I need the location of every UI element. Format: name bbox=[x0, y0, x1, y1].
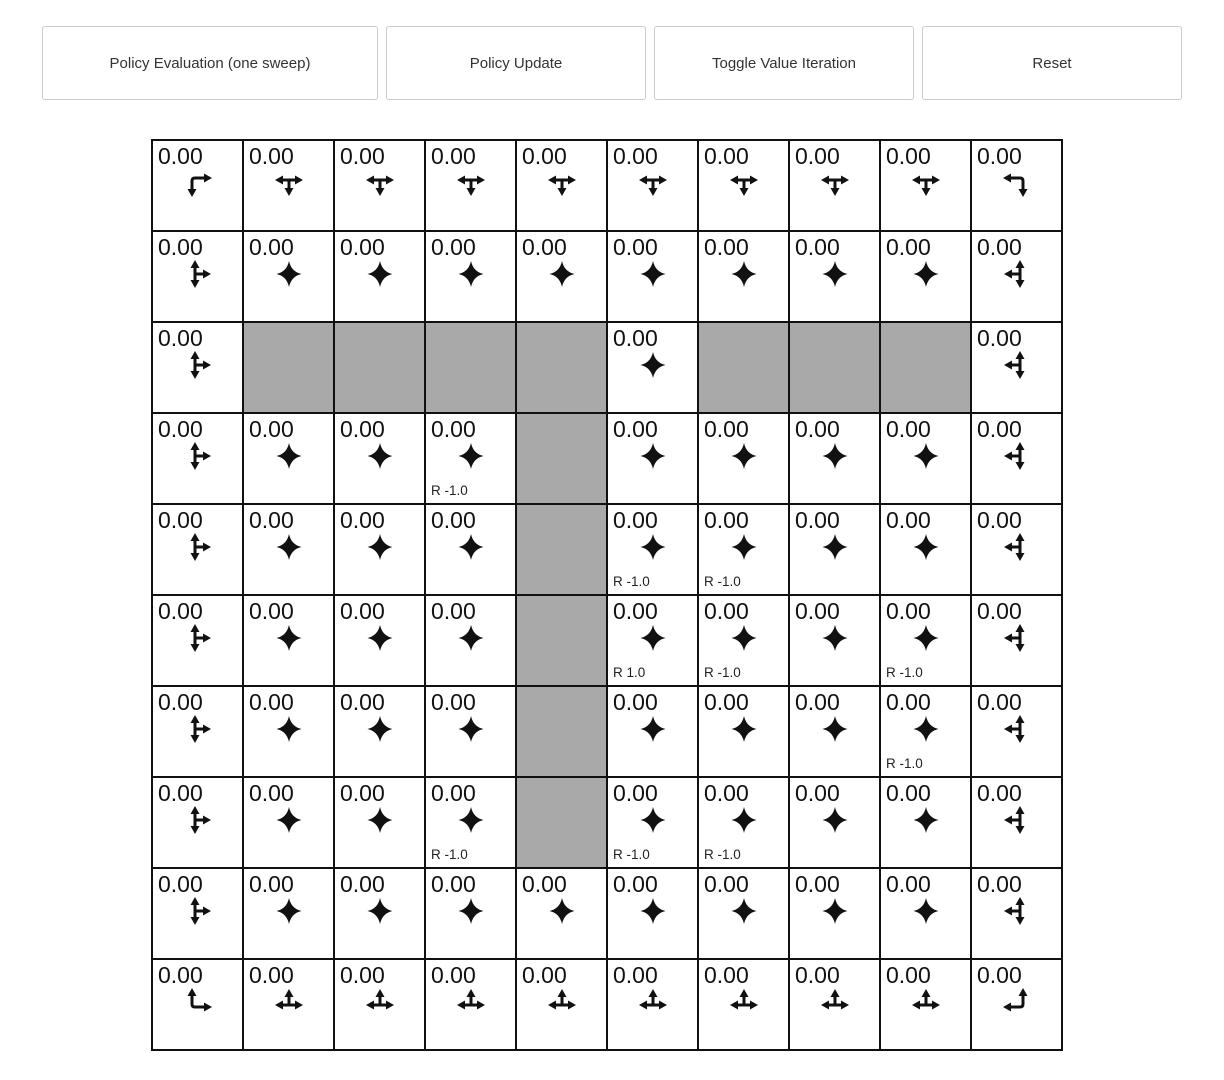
grid-cell[interactable] bbox=[972, 869, 1063, 960]
grid-cell[interactable] bbox=[153, 505, 244, 596]
grid-cell[interactable] bbox=[699, 505, 790, 596]
state-value: 0.00 bbox=[795, 871, 840, 897]
grid-cell[interactable] bbox=[426, 232, 517, 323]
state-value: 0.00 bbox=[522, 234, 567, 260]
policy-up-down-left-right-icon bbox=[365, 805, 395, 835]
state-value: 0.00 bbox=[704, 780, 749, 806]
state-value: 0.00 bbox=[158, 871, 203, 897]
state-value: 0.00 bbox=[795, 962, 840, 988]
grid-cell[interactable] bbox=[790, 687, 881, 778]
state-value: 0.00 bbox=[613, 780, 658, 806]
policy-up-down-left-right-icon bbox=[911, 714, 941, 744]
grid-cell[interactable] bbox=[972, 687, 1063, 778]
state-value: 0.00 bbox=[886, 780, 931, 806]
state-value: 0.00 bbox=[795, 689, 840, 715]
policy-up-down-left-right-icon bbox=[365, 714, 395, 744]
policy-up-down-left-right-icon bbox=[365, 623, 395, 653]
policy-up-down-left-right-icon bbox=[820, 441, 850, 471]
grid-cell-wall bbox=[517, 323, 608, 414]
state-value: 0.00 bbox=[795, 234, 840, 260]
state-value: 0.00 bbox=[158, 416, 203, 442]
grid-cell[interactable] bbox=[335, 414, 426, 505]
grid-cell[interactable] bbox=[244, 778, 335, 869]
grid-cell[interactable] bbox=[972, 778, 1063, 869]
policy-up-down-left-right-icon bbox=[638, 532, 668, 562]
grid-cell[interactable] bbox=[699, 687, 790, 778]
policy-up-down-left-right-icon bbox=[729, 896, 759, 926]
state-value: 0.00 bbox=[522, 871, 567, 897]
grid-cell[interactable] bbox=[244, 960, 335, 1051]
policy-up-left-right-icon bbox=[911, 987, 941, 1017]
state-value: 0.00 bbox=[158, 598, 203, 624]
policy-up-down-left-right-icon bbox=[456, 623, 486, 653]
policy-up-down-right-icon bbox=[183, 350, 213, 380]
state-value: 0.00 bbox=[431, 962, 476, 988]
state-value: 0.00 bbox=[977, 416, 1022, 442]
grid-cell[interactable] bbox=[972, 414, 1063, 505]
grid-cell[interactable] bbox=[881, 869, 972, 960]
state-value: 0.00 bbox=[795, 143, 840, 169]
policy-up-down-left-right-icon bbox=[638, 805, 668, 835]
policy-up-right-icon bbox=[183, 987, 213, 1017]
state-value: 0.00 bbox=[431, 507, 476, 533]
state-value: 0.00 bbox=[886, 507, 931, 533]
grid-cell[interactable] bbox=[153, 414, 244, 505]
policy-up-down-left-right-icon bbox=[729, 714, 759, 744]
grid-cell[interactable] bbox=[335, 232, 426, 323]
policy-up-down-right-icon bbox=[183, 441, 213, 471]
policy-left-down-right-icon bbox=[274, 168, 304, 198]
policy-down-right-icon bbox=[183, 168, 213, 198]
policy-up-down-left-right-icon bbox=[820, 805, 850, 835]
policy-up-down-left-right-icon bbox=[638, 441, 668, 471]
state-value: 0.00 bbox=[704, 234, 749, 260]
grid-cell[interactable] bbox=[335, 596, 426, 687]
state-value: 0.00 bbox=[886, 234, 931, 260]
state-value: 0.00 bbox=[704, 416, 749, 442]
grid-cell[interactable] bbox=[699, 596, 790, 687]
state-value: 0.00 bbox=[613, 234, 658, 260]
grid-cell-wall bbox=[426, 323, 517, 414]
policy-up-down-right-icon bbox=[183, 532, 213, 562]
policy-up-left-right-icon bbox=[820, 987, 850, 1017]
state-value: 0.00 bbox=[886, 416, 931, 442]
grid-cell[interactable] bbox=[972, 505, 1063, 596]
policy-up-down-left-icon bbox=[1002, 350, 1032, 380]
policy-up-left-right-icon bbox=[365, 987, 395, 1017]
grid-cell[interactable] bbox=[790, 141, 881, 232]
grid-cell[interactable] bbox=[426, 505, 517, 596]
policy-up-down-left-right-icon bbox=[820, 532, 850, 562]
policy-up-down-left-right-icon bbox=[638, 350, 668, 380]
grid-cell-wall bbox=[517, 596, 608, 687]
state-value: 0.00 bbox=[704, 962, 749, 988]
policy-left-down-right-icon bbox=[638, 168, 668, 198]
grid-cell[interactable] bbox=[790, 960, 881, 1051]
policy-up-down-left-icon bbox=[1002, 623, 1032, 653]
state-value: 0.00 bbox=[249, 507, 294, 533]
state-value: 0.00 bbox=[613, 325, 658, 351]
policy-up-down-left-right-icon bbox=[547, 259, 577, 289]
grid-cell[interactable] bbox=[790, 414, 881, 505]
policy-up-down-left-right-icon bbox=[911, 259, 941, 289]
grid-cell-wall bbox=[244, 323, 335, 414]
grid-cell[interactable] bbox=[699, 778, 790, 869]
grid-cell[interactable] bbox=[699, 414, 790, 505]
policy-up-down-left-right-icon bbox=[456, 441, 486, 471]
grid-cell[interactable] bbox=[881, 596, 972, 687]
policy-up-left-right-icon bbox=[547, 987, 577, 1017]
state-value: 0.00 bbox=[340, 234, 385, 260]
policy-left-down-right-icon bbox=[911, 168, 941, 198]
state-value: 0.00 bbox=[977, 507, 1022, 533]
policy-up-down-left-right-icon bbox=[365, 441, 395, 471]
state-value: 0.00 bbox=[613, 416, 658, 442]
policy-up-down-left-right-icon bbox=[820, 259, 850, 289]
grid-cell[interactable] bbox=[608, 596, 699, 687]
grid-cell[interactable] bbox=[881, 505, 972, 596]
policy-up-down-left-right-icon bbox=[911, 896, 941, 926]
state-value: 0.00 bbox=[613, 871, 658, 897]
grid-cell[interactable] bbox=[790, 596, 881, 687]
state-value: 0.00 bbox=[795, 507, 840, 533]
policy-up-down-right-icon bbox=[183, 259, 213, 289]
state-value: 0.00 bbox=[340, 780, 385, 806]
grid-cell[interactable] bbox=[153, 778, 244, 869]
state-value: 0.00 bbox=[704, 507, 749, 533]
policy-up-down-left-icon bbox=[1002, 714, 1032, 744]
grid-cell[interactable] bbox=[335, 505, 426, 596]
policy-up-down-left-icon bbox=[1002, 532, 1032, 562]
grid-cell[interactable] bbox=[244, 414, 335, 505]
grid-cell[interactable] bbox=[335, 869, 426, 960]
policy-up-down-left-right-icon bbox=[274, 805, 304, 835]
grid-cell[interactable] bbox=[426, 596, 517, 687]
state-value: 0.00 bbox=[249, 234, 294, 260]
policy-up-down-left-right-icon bbox=[820, 714, 850, 744]
state-value: 0.00 bbox=[431, 143, 476, 169]
state-value: 0.00 bbox=[340, 598, 385, 624]
grid-cell[interactable] bbox=[153, 141, 244, 232]
state-value: 0.00 bbox=[249, 962, 294, 988]
reward-label: R -1.0 bbox=[886, 665, 923, 680]
grid-cell[interactable] bbox=[608, 414, 699, 505]
state-value: 0.00 bbox=[886, 689, 931, 715]
grid-cell[interactable] bbox=[972, 323, 1063, 414]
policy-up-left-right-icon bbox=[638, 987, 668, 1017]
grid-cell[interactable] bbox=[153, 323, 244, 414]
state-value: 0.00 bbox=[522, 962, 567, 988]
policy-up-down-right-icon bbox=[183, 714, 213, 744]
grid-cell[interactable] bbox=[244, 505, 335, 596]
state-value: 0.00 bbox=[795, 598, 840, 624]
state-value: 0.00 bbox=[249, 689, 294, 715]
state-value: 0.00 bbox=[431, 689, 476, 715]
grid-cell[interactable] bbox=[426, 778, 517, 869]
policy-up-down-left-icon bbox=[1002, 896, 1032, 926]
reward-label: R -1.0 bbox=[704, 574, 741, 589]
reward-label: R -1.0 bbox=[431, 847, 468, 862]
policy-up-down-left-right-icon bbox=[911, 805, 941, 835]
state-value: 0.00 bbox=[613, 507, 658, 533]
policy-up-left-right-icon bbox=[456, 987, 486, 1017]
grid-cell[interactable] bbox=[517, 960, 608, 1051]
state-value: 0.00 bbox=[977, 325, 1022, 351]
state-value: 0.00 bbox=[431, 780, 476, 806]
grid-cell[interactable] bbox=[426, 414, 517, 505]
grid-cell[interactable] bbox=[699, 960, 790, 1051]
reward-label: R -1.0 bbox=[704, 847, 741, 862]
grid-cell[interactable] bbox=[972, 141, 1063, 232]
policy-up-down-left-right-icon bbox=[729, 259, 759, 289]
grid-cell[interactable] bbox=[608, 232, 699, 323]
state-value: 0.00 bbox=[704, 689, 749, 715]
policy-up-down-left-right-icon bbox=[274, 259, 304, 289]
grid-cell-wall bbox=[517, 505, 608, 596]
grid-cell[interactable] bbox=[426, 869, 517, 960]
policy-up-down-left-right-icon bbox=[274, 441, 304, 471]
grid-cell[interactable] bbox=[608, 869, 699, 960]
policy-up-down-left-right-icon bbox=[274, 714, 304, 744]
state-value: 0.00 bbox=[977, 871, 1022, 897]
state-value: 0.00 bbox=[977, 598, 1022, 624]
grid-cell[interactable] bbox=[608, 323, 699, 414]
grid-cell[interactable] bbox=[517, 869, 608, 960]
grid-cell[interactable] bbox=[153, 596, 244, 687]
policy-up-down-left-right-icon bbox=[638, 623, 668, 653]
state-value: 0.00 bbox=[886, 143, 931, 169]
grid-cell[interactable] bbox=[699, 141, 790, 232]
grid-cell[interactable] bbox=[426, 687, 517, 778]
policy-up-down-left-right-icon bbox=[820, 896, 850, 926]
grid-cell[interactable] bbox=[335, 778, 426, 869]
grid-cell[interactable] bbox=[244, 869, 335, 960]
state-value: 0.00 bbox=[340, 962, 385, 988]
grid-cell[interactable] bbox=[153, 687, 244, 778]
policy-left-down-right-icon bbox=[456, 168, 486, 198]
grid-cell[interactable] bbox=[972, 960, 1063, 1051]
grid-cell[interactable] bbox=[426, 141, 517, 232]
policy-up-left-right-icon bbox=[729, 987, 759, 1017]
reward-label: R 1.0 bbox=[613, 665, 646, 680]
policy-up-down-left-right-icon bbox=[638, 259, 668, 289]
grid-cell[interactable] bbox=[335, 141, 426, 232]
policy-up-down-left-right-icon bbox=[729, 623, 759, 653]
state-value: 0.00 bbox=[977, 689, 1022, 715]
grid-cell[interactable] bbox=[608, 778, 699, 869]
state-value: 0.00 bbox=[613, 962, 658, 988]
toolbar bbox=[42, 26, 1182, 100]
state-value: 0.00 bbox=[977, 234, 1022, 260]
grid-cell-wall bbox=[881, 323, 972, 414]
state-value: 0.00 bbox=[249, 780, 294, 806]
grid-cell[interactable] bbox=[608, 687, 699, 778]
grid-cell[interactable] bbox=[517, 141, 608, 232]
policy-up-down-left-right-icon bbox=[456, 714, 486, 744]
state-value: 0.00 bbox=[158, 689, 203, 715]
state-value: 0.00 bbox=[522, 143, 567, 169]
policy-up-down-left-right-icon bbox=[911, 623, 941, 653]
policy-up-down-right-icon bbox=[183, 805, 213, 835]
grid-cell[interactable] bbox=[608, 960, 699, 1051]
state-value: 0.00 bbox=[249, 598, 294, 624]
grid-cell[interactable] bbox=[881, 414, 972, 505]
grid-cell-wall bbox=[517, 414, 608, 505]
policy-up-down-left-right-icon bbox=[729, 441, 759, 471]
state-value: 0.00 bbox=[158, 962, 203, 988]
grid-cell[interactable] bbox=[426, 960, 517, 1051]
state-value: 0.00 bbox=[249, 871, 294, 897]
state-value: 0.00 bbox=[431, 234, 476, 260]
policy-up-down-right-icon bbox=[183, 623, 213, 653]
state-value: 0.00 bbox=[340, 871, 385, 897]
grid-cell[interactable] bbox=[244, 232, 335, 323]
grid-cell[interactable] bbox=[881, 141, 972, 232]
state-value: 0.00 bbox=[886, 962, 931, 988]
state-value: 0.00 bbox=[613, 689, 658, 715]
state-value: 0.00 bbox=[613, 143, 658, 169]
state-value: 0.00 bbox=[795, 416, 840, 442]
policy-up-down-left-right-icon bbox=[456, 896, 486, 926]
policy-down-left-icon bbox=[1002, 168, 1032, 198]
grid-cell-wall bbox=[517, 687, 608, 778]
policy-up-down-left-right-icon bbox=[456, 259, 486, 289]
grid-cell[interactable] bbox=[153, 232, 244, 323]
policy-evaluation-button[interactable]: Policy Evaluation (one sweep) bbox=[42, 26, 378, 100]
policy-up-down-left-icon bbox=[1002, 441, 1032, 471]
reward-label: R -1.0 bbox=[704, 665, 741, 680]
policy-up-down-left-right-icon bbox=[729, 532, 759, 562]
policy-left-down-right-icon bbox=[365, 168, 395, 198]
state-value: 0.00 bbox=[249, 416, 294, 442]
state-value: 0.00 bbox=[431, 416, 476, 442]
state-value: 0.00 bbox=[886, 598, 931, 624]
state-value: 0.00 bbox=[340, 416, 385, 442]
grid-cell[interactable] bbox=[972, 596, 1063, 687]
policy-up-down-left-right-icon bbox=[274, 623, 304, 653]
grid-cell[interactable] bbox=[881, 778, 972, 869]
policy-up-down-left-right-icon bbox=[365, 259, 395, 289]
grid-cell[interactable] bbox=[790, 232, 881, 323]
state-value: 0.00 bbox=[704, 871, 749, 897]
state-value: 0.00 bbox=[158, 325, 203, 351]
policy-up-down-left-right-icon bbox=[274, 896, 304, 926]
policy-update-button[interactable]: Policy Update bbox=[386, 26, 646, 100]
policy-up-down-left-icon bbox=[1002, 259, 1032, 289]
policy-up-down-left-right-icon bbox=[729, 805, 759, 835]
reward-label: R -1.0 bbox=[613, 847, 650, 862]
reward-label: R -1.0 bbox=[886, 756, 923, 771]
policy-up-down-left-right-icon bbox=[456, 532, 486, 562]
grid-cell[interactable] bbox=[790, 869, 881, 960]
grid-cell-wall bbox=[790, 323, 881, 414]
grid-cell[interactable] bbox=[335, 687, 426, 778]
grid-cell[interactable] bbox=[608, 141, 699, 232]
grid-cell[interactable] bbox=[335, 960, 426, 1051]
grid-cell[interactable] bbox=[790, 778, 881, 869]
policy-up-down-left-right-icon bbox=[365, 532, 395, 562]
state-value: 0.00 bbox=[158, 234, 203, 260]
toggle-value-iteration-button[interactable]: Toggle Value Iteration bbox=[654, 26, 914, 100]
grid-cell[interactable] bbox=[244, 687, 335, 778]
state-value: 0.00 bbox=[431, 598, 476, 624]
state-value: 0.00 bbox=[977, 143, 1022, 169]
state-value: 0.00 bbox=[431, 871, 476, 897]
grid-cell[interactable] bbox=[153, 869, 244, 960]
policy-up-down-left-right-icon bbox=[456, 805, 486, 835]
grid-cell-wall bbox=[699, 323, 790, 414]
policy-up-down-left-right-icon bbox=[638, 714, 668, 744]
policy-left-down-right-icon bbox=[547, 168, 577, 198]
state-value: 0.00 bbox=[249, 143, 294, 169]
state-value: 0.00 bbox=[340, 507, 385, 533]
state-value: 0.00 bbox=[340, 143, 385, 169]
reward-label: R -1.0 bbox=[613, 574, 650, 589]
grid-cell-wall bbox=[335, 323, 426, 414]
state-value: 0.00 bbox=[977, 962, 1022, 988]
state-value: 0.00 bbox=[977, 780, 1022, 806]
policy-left-down-right-icon bbox=[820, 168, 850, 198]
state-value: 0.00 bbox=[340, 689, 385, 715]
policy-up-down-right-icon bbox=[183, 896, 213, 926]
policy-up-down-left-icon bbox=[1002, 805, 1032, 835]
reset-button[interactable]: Reset bbox=[922, 26, 1182, 100]
grid-cell[interactable] bbox=[972, 232, 1063, 323]
policy-up-down-left-right-icon bbox=[274, 532, 304, 562]
grid-cell[interactable] bbox=[881, 232, 972, 323]
grid-cell[interactable] bbox=[699, 869, 790, 960]
state-value: 0.00 bbox=[704, 143, 749, 169]
grid-cell[interactable] bbox=[881, 687, 972, 778]
grid-cell[interactable] bbox=[517, 232, 608, 323]
policy-up-down-left-right-icon bbox=[638, 896, 668, 926]
state-value: 0.00 bbox=[158, 143, 203, 169]
state-value: 0.00 bbox=[158, 507, 203, 533]
grid-cell-wall bbox=[517, 778, 608, 869]
state-value: 0.00 bbox=[795, 780, 840, 806]
policy-up-down-left-right-icon bbox=[547, 896, 577, 926]
grid-cell[interactable] bbox=[608, 505, 699, 596]
state-value: 0.00 bbox=[704, 598, 749, 624]
policy-up-down-left-right-icon bbox=[911, 441, 941, 471]
state-value: 0.00 bbox=[886, 871, 931, 897]
grid-cell[interactable] bbox=[699, 232, 790, 323]
gridworld bbox=[151, 139, 1063, 1051]
grid-cell[interactable] bbox=[790, 505, 881, 596]
policy-up-down-left-right-icon bbox=[365, 896, 395, 926]
state-value: 0.00 bbox=[158, 780, 203, 806]
policy-up-left-right-icon bbox=[274, 987, 304, 1017]
grid-cell[interactable] bbox=[244, 141, 335, 232]
policy-left-down-right-icon bbox=[729, 168, 759, 198]
state-value: 0.00 bbox=[613, 598, 658, 624]
grid-cell[interactable] bbox=[881, 960, 972, 1051]
policy-up-down-left-right-icon bbox=[911, 532, 941, 562]
policy-up-left-icon bbox=[1002, 987, 1032, 1017]
grid-cell[interactable] bbox=[244, 596, 335, 687]
reward-label: R -1.0 bbox=[431, 483, 468, 498]
policy-up-down-left-right-icon bbox=[820, 623, 850, 653]
grid-cell[interactable] bbox=[153, 960, 244, 1051]
